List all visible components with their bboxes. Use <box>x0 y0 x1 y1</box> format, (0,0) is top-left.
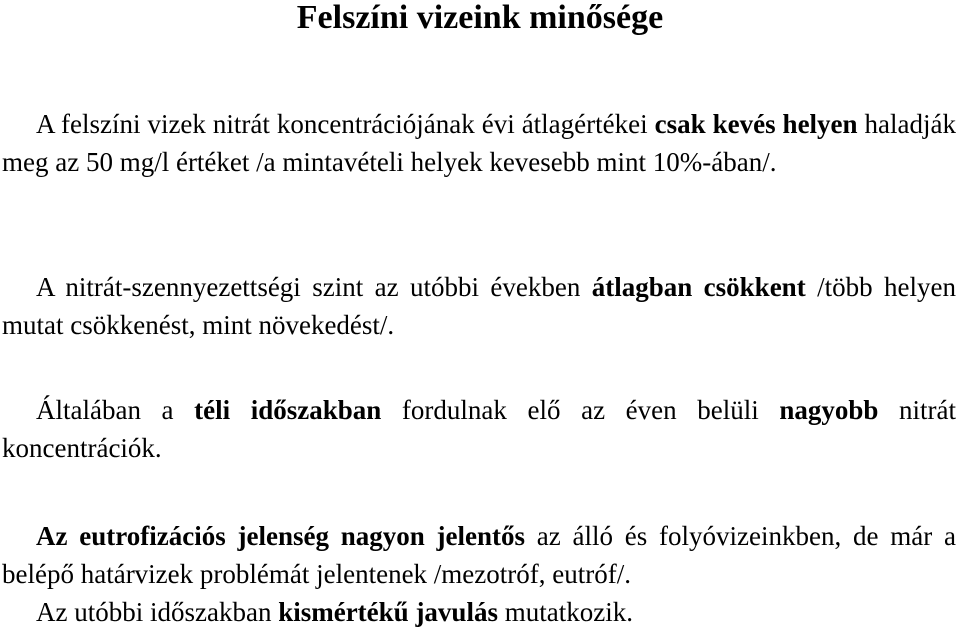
paragraph-nitrate-average <box>2 105 956 181</box>
emphasis-text: kismértékű javulás <box>278 597 498 627</box>
paragraph-text: Általában a <box>36 395 195 425</box>
emphasis-text: téli időszakban <box>194 395 382 425</box>
paragraph-text: A nitrát-szennyezettségi szint az utóbbi években <box>36 272 592 302</box>
paragraph-text: /több helyen mutat csökkenést, mint növekedést/. <box>2 272 956 340</box>
emphasis-text: átlagban csökkent <box>591 272 806 302</box>
paragraph-text: nitrát koncentrációk. <box>2 395 956 463</box>
paragraph-line <box>2 593 956 631</box>
paragraph-text: haladják meg az 50 mg/l értéket /a mintavételi helyek kevesebb mint 10%-ában/. <box>2 109 956 177</box>
emphasis-text: csak kevés helyen <box>654 109 858 139</box>
paragraph-eutrophication <box>2 517 956 631</box>
paragraph-winter-period <box>2 391 956 467</box>
paragraph-text: fordulnak elő az éven belüli <box>381 395 780 425</box>
paragraph-text: A felszíni vizek nitrát koncentrációjának évi átlagértékei <box>36 109 655 139</box>
emphasis-text: Az eutrofizációs jelenség nagyon jelentős <box>36 521 525 551</box>
paragraph-text: az álló és folyóvizeinkben, de már a belépő határvizek problémát jelentenek /mezotróf, eutróf/. <box>2 521 956 589</box>
paragraph-text: Az utóbbi időszakban <box>36 597 279 627</box>
paragraph-text: mutatkozik. <box>497 597 633 627</box>
page-title: Felszíni vizeink minősége <box>296 0 664 36</box>
paragraph-nitrate-trend <box>2 268 956 344</box>
emphasis-text: nagyobb <box>779 395 879 425</box>
